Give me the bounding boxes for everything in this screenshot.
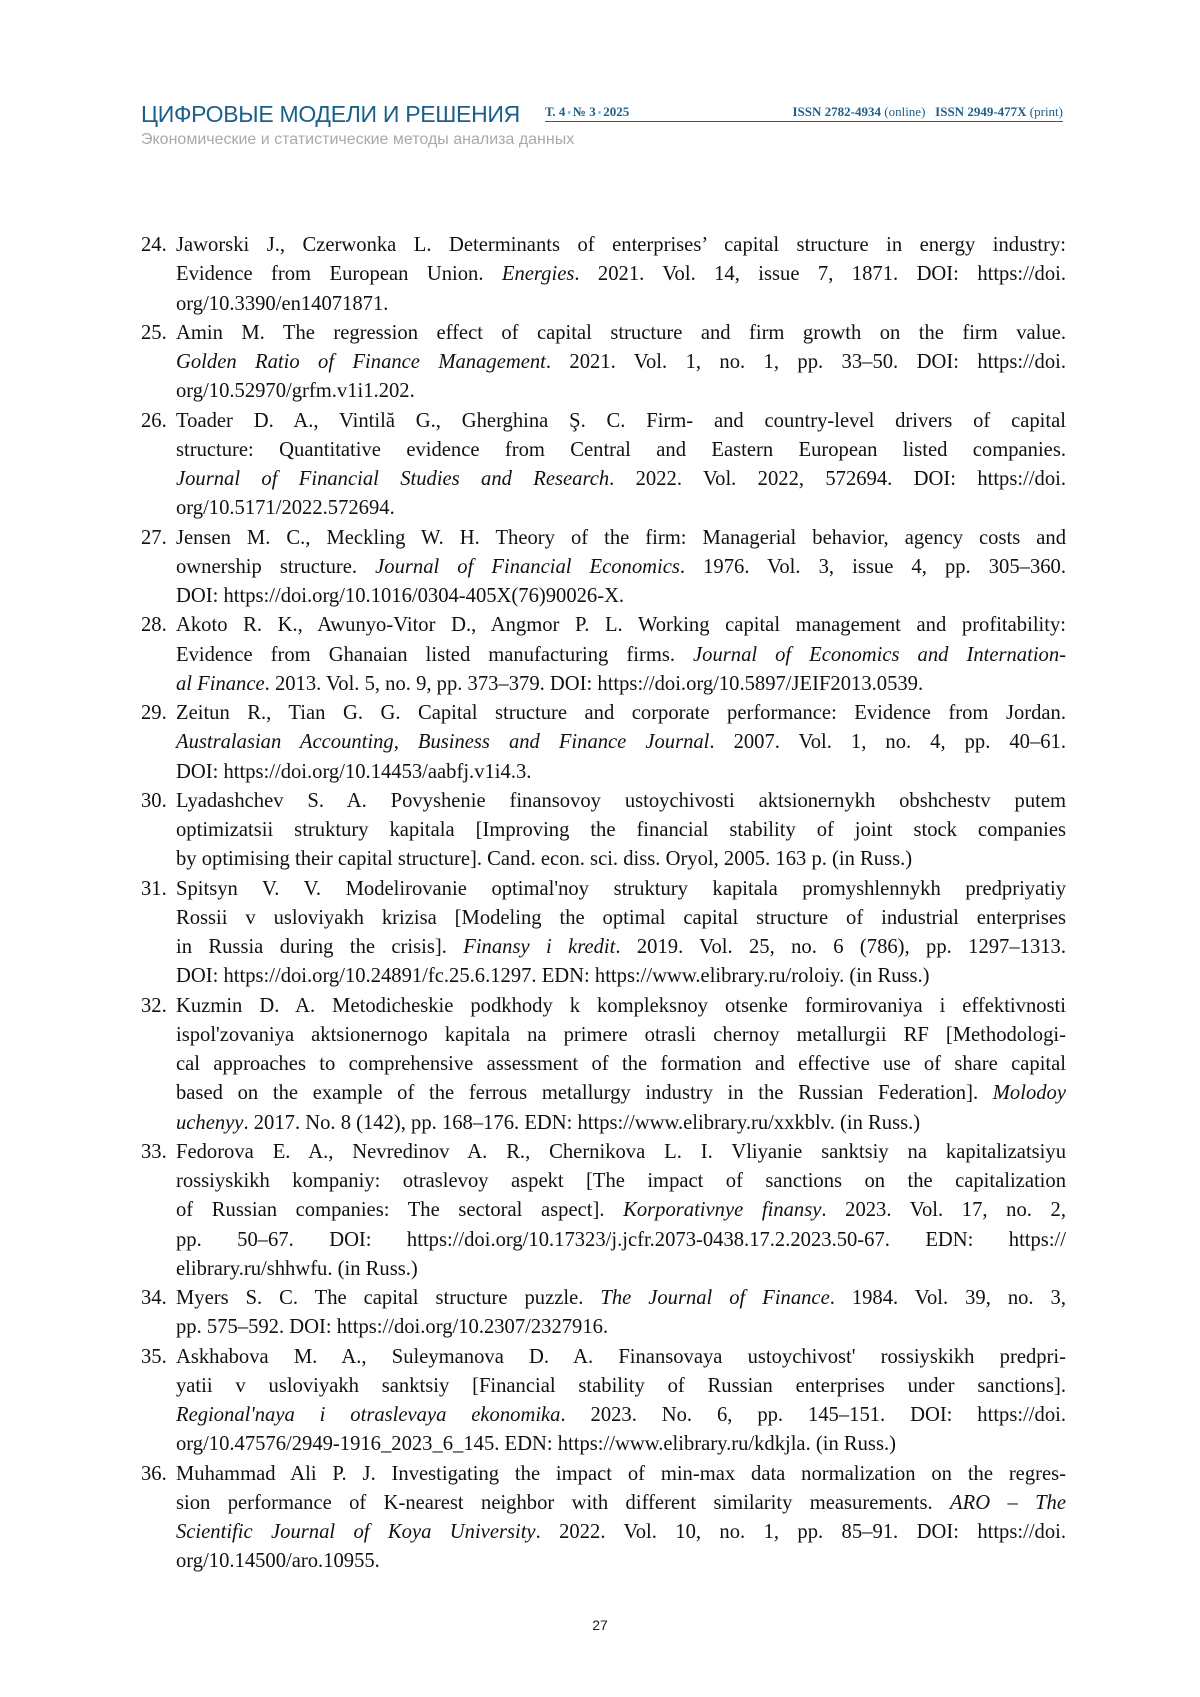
journal-name: Molodoy [992,1082,1066,1105]
reference-item [141,231,1066,319]
reference-item [141,1138,1066,1284]
reference-item [141,1343,1066,1460]
reference-item [141,992,1066,1138]
reference-line [176,553,1066,582]
reference-number: 33. [141,1140,167,1163]
reference-number: 31. [141,877,167,900]
reference-line [176,1401,1066,1430]
reference-text: ispol'zovaniya aktsionernogo kapitala na primere otrasli chernoy metallurgii RF [Methodologi- [176,1023,1066,1046]
reference-line [176,1196,1066,1225]
reference-text: ownership structure. [176,555,376,578]
reference-line [176,1313,1066,1342]
reference-text: cal approaches to comprehensive assessment of the formation and effective use of share capital [176,1053,1066,1075]
reference-line [176,260,1066,289]
bullet-separator: • [597,108,602,119]
reference-line [176,758,1066,787]
reference-line [176,962,1066,991]
issue-year: 2025 [603,104,630,119]
reference-text: in Russia during the crisis]. [176,936,464,958]
reference-line [176,582,1066,611]
reference-line [176,1547,1066,1576]
issue-number: № 3 [572,104,596,119]
reference-text: Lyadashchev S. A. Povyshenie finansovoy ustoychivosti aktsionernykh obshchestv putem [176,789,1066,812]
reference-text: . 2023. Vol. 17, no. 2, [821,1199,1066,1222]
reference-line [176,1284,1066,1313]
reference-line [176,1167,1066,1196]
journal-subtitle: Экономические и статистические методы анализа данных [141,131,575,148]
reference-text: Jaworski J., Czerwonka L. Determinants of enterprises’ capital structure in energy industry: [176,234,1066,256]
reference-line [176,348,1066,377]
reference-line [176,875,1066,904]
reference-line [176,933,1066,962]
reference-text: Jensen M. C., Meckling W. H. Theory of the firm: Managerial behavior, agency costs and [176,526,1066,549]
reference-line [176,1109,1066,1138]
reference-line [176,231,1066,260]
reference-text: . 2021. Vol. 14, issue 7, 1871. DOI: https://doi. [574,263,1066,286]
reference-line [176,845,1066,874]
reference-item [141,407,1066,524]
reference-line [176,1489,1066,1518]
reference-line [176,436,1066,465]
reference-item [141,875,1066,992]
reference-number: 26. [141,409,167,432]
reference-text: rossiyskikh kompaniy: otraslevoy aspekt [The impact of sanctions on the capitalization [176,1170,1066,1192]
issue-info [545,104,629,120]
journal-name: Finansy i kredit [463,936,616,958]
issn-info [793,104,1064,120]
reference-line [176,319,1066,348]
issn-print: ISSN 2949-477X [935,104,1027,119]
reference-text: Rossii v usloviyakh krizisa [Modeling the optimal capital structure of industrial enterprises [176,906,1066,929]
reference-number: 34. [141,1287,167,1309]
reference-number: 30. [141,789,167,812]
journal-name: ARO – The [950,1491,1066,1514]
reference-line [176,1430,1066,1459]
reference-item [141,1284,1066,1343]
reference-text: of Russian companies: The sectoral aspect]. [176,1199,624,1222]
reference-text: Zeitun R., Tian G. G. Capital structure and corporate performance: Evidence from Jordan. [176,702,1066,724]
reference-line [176,904,1066,933]
journal-name: uchenyy [176,1111,244,1134]
reference-text: Evidence from Ghanaian listed manufacturing firms. [176,643,694,666]
reference-number: 35. [141,1345,167,1368]
reference-number: 25. [141,321,167,344]
reference-text: Myers S. C. The capital structure puzzle. [176,1287,601,1309]
reference-number: 29. [141,702,167,724]
volume: Т. 4 [545,104,566,119]
reference-line [176,728,1066,757]
journal-name: Regional'naya i otraslevaya ekonomika [176,1404,561,1426]
reference-text: elibrary.ru/shhwfu. (in Russ.) [176,1257,418,1280]
reference-number: 32. [141,994,167,1017]
reference-number: 24. [141,234,167,256]
reference-text: . 2007. Vol. 1, no. 4, pp. 40–61. [709,731,1066,754]
reference-text: sion performance of K-nearest neighbor with different similarity measurements. [176,1491,951,1514]
journal-name: The Journal of Finance [600,1287,830,1309]
journal-name: Journal of Economics and Internation- [693,643,1066,666]
reference-line [176,1226,1066,1255]
reference-text: Evidence from European Union. [176,263,502,286]
bullet-separator: • [567,108,571,119]
reference-line [176,1343,1066,1372]
reference-line [176,670,1066,699]
reference-text: by optimising their capital structure]. Cand. econ. sci. diss. Oryol, 2005. 163 p. (in Russ.) [176,848,913,871]
reference-text: . 2023. No. 6, pp. 145–151. DOI: https://doi. [560,1404,1066,1426]
reference-text: . 2013. Vol. 5, no. 9, pp. 373–379. DOI: https://doi.org/10.5897/JEIF2013.0539. [264,672,924,695]
journal-name: Journal of Financial Economics [375,555,680,578]
reference-line [176,494,1066,523]
reference-text: Fedorova E. A., Nevredinov A. R., Chernikova L. I. Vliyanie sanktsiy na kapitalizatsiyu [176,1140,1066,1163]
reference-line [176,992,1066,1021]
reference-text: org/10.47576/2949-1916_2023_6_145. EDN: https://www.elibrary.ru/kdkjla. (in Russ.) [176,1433,896,1456]
reference-text: . 2022. Vol. 2022, 572694. DOI: https://doi. [609,468,1066,490]
reference-text: yatii v usloviyakh sanktsiy [Financial stability of Russian enterprises under sanctions]. [176,1374,1066,1397]
reference-line [176,1372,1066,1401]
issn-print-label: (print) [1029,104,1063,119]
reference-line [176,1255,1066,1284]
reference-line [176,1079,1066,1108]
reference-text: optimizatsii struktury kapitala [Improving the financial stability of joint stock companies [176,819,1066,841]
journal-name: Korporativnye finansy [623,1199,822,1222]
reference-item [141,1460,1066,1577]
reference-item [141,699,1066,787]
reference-line [176,524,1066,553]
reference-item [141,319,1066,407]
reference-text: . 2021. Vol. 1, no. 1, pp. 33–50. DOI: https://doi. [545,351,1066,373]
journal-name: al Finance [176,672,265,695]
reference-text: Muhammad Ali P. J. Investigating the impact of min-max data normalization on the regres- [176,1462,1066,1485]
reference-line [176,1021,1066,1050]
reference-line [176,290,1066,319]
reference-line [176,407,1066,436]
reference-text: org/10.5171/2022.572694. [176,497,395,520]
reference-line [176,1460,1066,1489]
reference-number: 27. [141,526,167,549]
reference-text: . 2019. Vol. 25, no. 6 (786), pp. 1297–1313. [615,936,1066,958]
reference-text: Kuzmin D. A. Metodicheskie podkhody k kompleksnoy otsenke formirovaniya i effektivnosti [176,994,1066,1017]
reference-item [141,524,1066,612]
reference-item [141,611,1066,699]
reference-text: . 1984. Vol. 39, no. 3, [829,1287,1066,1309]
reference-text: org/10.14500/aro.10955. [176,1550,380,1573]
journal-name: Journal of Financial Studies and Research [176,468,610,490]
reference-text: DOI: https://doi.org/10.1016/0304-405X(76)90026-X. [176,585,625,607]
reference-text: Akoto R. K., Awunyo-Vitor D., Angmor P. L. Working capital management and profitability: [176,614,1066,637]
reference-text: structure: Quantitative evidence from Central and Eastern European listed companies. [176,438,1066,461]
journal-name: Scientific Journal of Koya University [176,1521,536,1543]
reference-text: . 1976. Vol. 3, issue 4, pp. 305–360. [679,555,1066,578]
reference-line [176,377,1066,406]
reference-text: Spitsyn V. V. Modelirovanie optimal'noy struktury kapitala promyshlennykh predpriyatiy [176,877,1066,900]
journal-name: Australasian Accounting, Business and Finance Journal [176,731,710,754]
reference-line [176,611,1066,640]
reference-number: 28. [141,614,167,637]
reference-text: org/10.52970/grfm.v1i1.202. [176,380,415,403]
issn-online: ISSN 2782-4934 [792,104,881,119]
reference-text: org/10.3390/en14071871. [176,292,389,315]
reference-line [176,1518,1066,1547]
reference-text: pp. 50–67. DOI: https://doi.org/10.17323/j.jcfr.2073-0438.17.2.2023.50-67. EDN: https:// [176,1228,1066,1251]
reference-text: Toader D. A., Vintilă G., Gherghina Ş. C. Firm- and country-level drivers of capital [176,409,1066,432]
reference-line [176,465,1066,494]
reference-list [141,231,1066,1577]
journal-name: Energies [501,263,575,286]
reference-item [141,787,1066,875]
reference-text: DOI: https://doi.org/10.24891/fc.25.6.1297. EDN: https://www.elibrary.ru/roloiy. (in Russ.) [176,965,930,988]
page-number: 27 [592,1617,608,1633]
reference-text: . 2017. No. 8 (142), pp. 168–176. EDN: https://www.elibrary.ru/xxkblv. (in Russ.) [243,1111,921,1134]
reference-line [176,787,1066,816]
journal-name: Golden Ratio of Finance Management [176,351,546,373]
reference-text: pp. 575–592. DOI: https://doi.org/10.2307/2327916. [176,1316,609,1339]
reference-number: 36. [141,1462,167,1485]
reference-line [176,1138,1066,1167]
reference-text: based on the example of the ferrous metallurgy industry in the Russian Federation]. [176,1082,993,1105]
reference-line [176,641,1066,670]
reference-text: Askhabova M. A., Suleymanova D. A. Finansovaya ustoychivost' rossiyskikh predpri- [176,1345,1066,1368]
reference-line [176,816,1066,845]
reference-line [176,1050,1066,1079]
reference-line [176,699,1066,728]
issue-info-bar [545,104,1063,122]
issn-online-label: (online) [884,104,926,119]
reference-text: Amin M. The regression effect of capital structure and firm growth on the firm value. [176,321,1066,344]
reference-text: DOI: https://doi.org/10.14453/aabfj.v1i4.3. [176,760,532,783]
reference-text: . 2022. Vol. 10, no. 1, pp. 85–91. DOI: https://doi. [535,1521,1067,1543]
journal-title: ЦИФРОВЫЕ МОДЕЛИ И РЕШЕНИЯ [141,101,520,127]
